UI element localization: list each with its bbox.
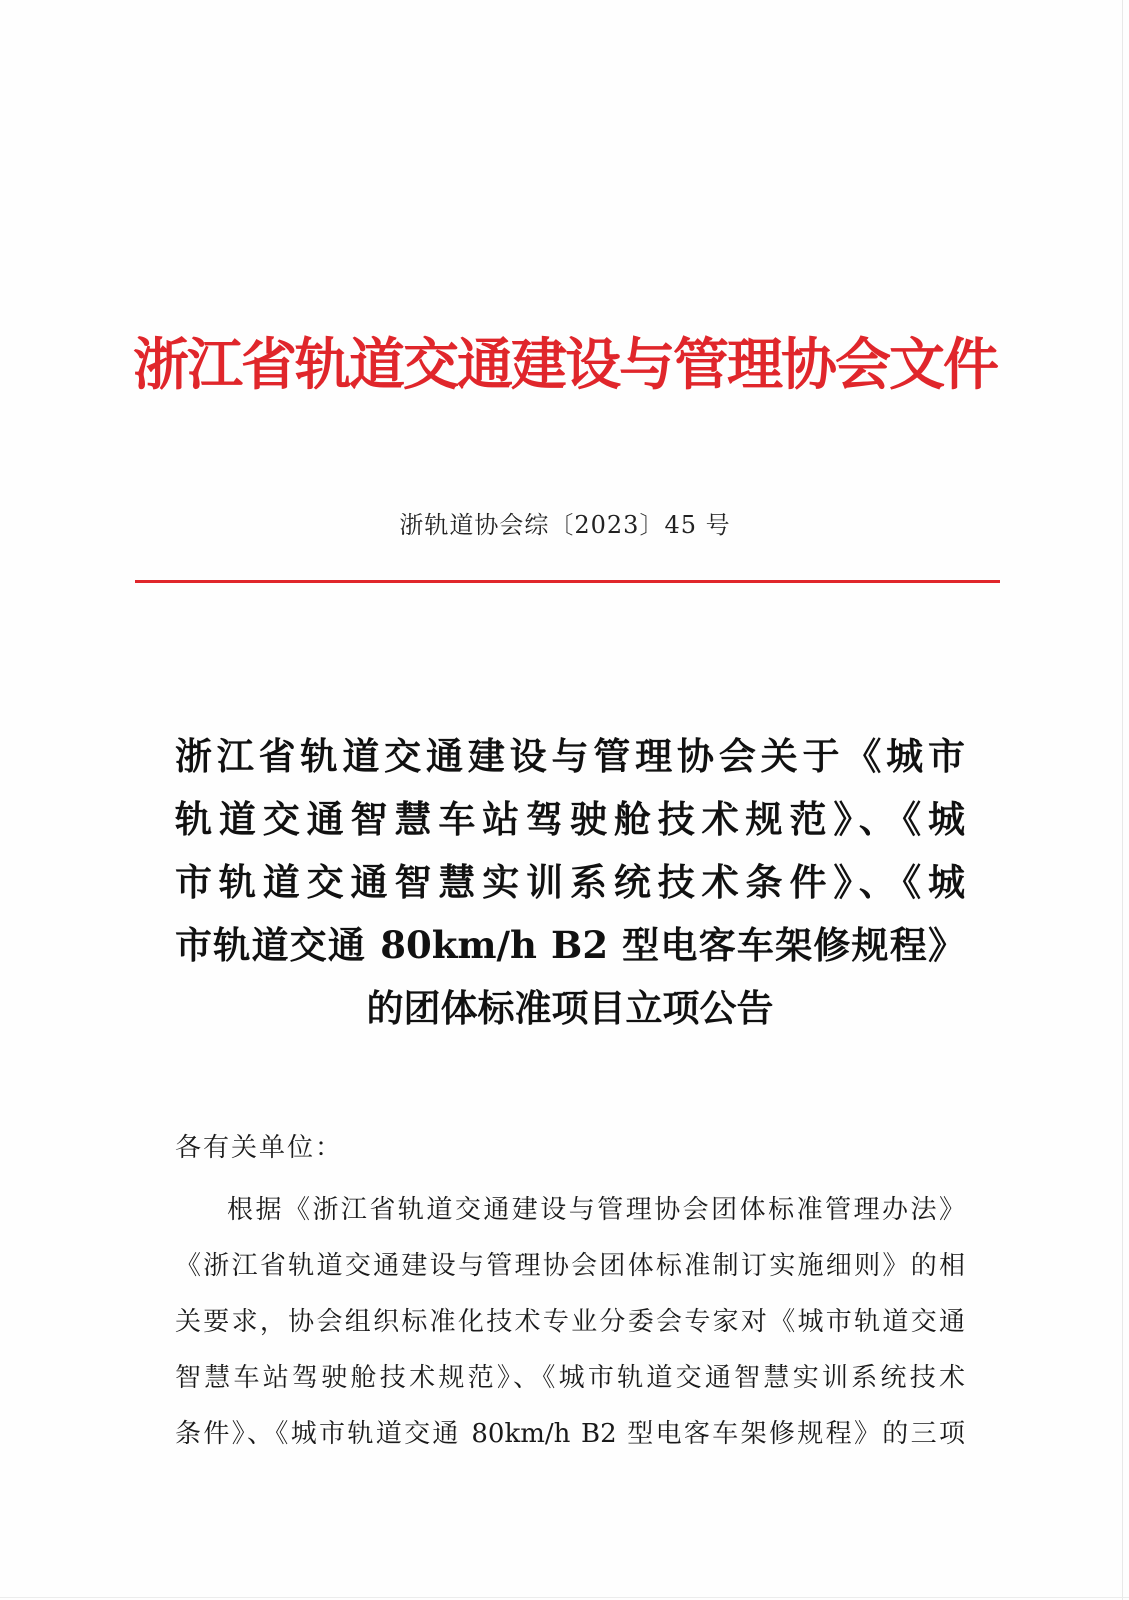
red-divider-rule xyxy=(135,580,1000,583)
notice-title-line: 市轨道交通 80km/h B2 型电客车架修规程》 xyxy=(175,923,965,967)
page-bottom-line xyxy=(0,1597,1129,1598)
body-line: 条件》、《城市轨道交通 80km/h B2 型电客车架修规程》的三项 xyxy=(175,1419,965,1449)
page-edge-line xyxy=(1122,0,1123,1600)
body-paragraph xyxy=(175,1182,965,1462)
notice-title-line: 浙江省轨道交通建设与管理协会关于《城市 xyxy=(175,734,965,778)
notice-title xyxy=(175,725,965,1040)
notice-title-line: 市轨道交通智慧实训系统技术条件》、《城 xyxy=(175,860,965,904)
body-line: 《浙江省轨道交通建设与管理协会团体标准制订实施细则》的相 xyxy=(175,1251,965,1281)
document-header-title: 浙江省轨道交通建设与管理协会文件 xyxy=(133,332,997,398)
body-line: 关要求，协会组织标准化技术专业分委会专家对《城市轨道交通 xyxy=(175,1307,965,1337)
body-line: 根据《浙江省轨道交通建设与管理协会团体标准管理办法》 xyxy=(227,1195,965,1225)
notice-title-line: 轨道交通智慧车站驾驶舱技术规范》、《城 xyxy=(175,797,965,841)
document-number: 浙轨道协会综〔2023〕45 号 xyxy=(399,511,731,539)
notice-title-line: 的团体标准项目立项公告 xyxy=(366,986,774,1030)
body-line: 智慧车站驾驶舱技术规范》、《城市轨道交通智慧实训系统技术 xyxy=(175,1363,965,1393)
salutation: 各有关单位： xyxy=(175,1133,344,1163)
